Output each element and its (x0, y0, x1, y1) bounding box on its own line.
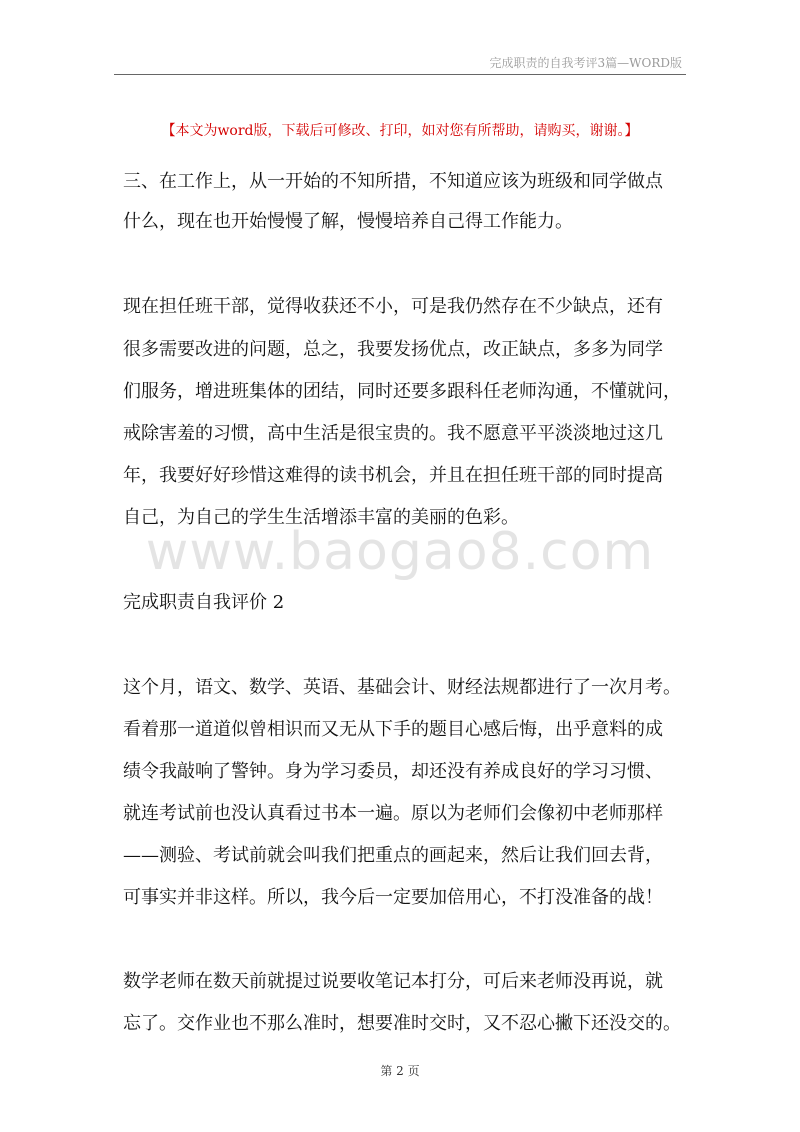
paragraph-line: 这个月，语文、数学、英语、基础会计、财经法规都进行了一次月考。 (123, 677, 681, 698)
paragraph-line: 自己，为自己的学生生活增添丰富的美丽的色彩。 (123, 507, 519, 528)
paragraph-line: 戒除害羞的习惯，高中生活是很宝贵的。我不愿意平平淡淡地过这几 (123, 423, 663, 444)
paragraph-line: 什么，现在也开始慢慢了解，慢慢培养自己得工作能力。 (123, 211, 573, 232)
purchase-notice: 【本文为word版，下载后可修改、打印，如对您有所帮助，请购买，谢谢。】 (161, 123, 639, 139)
running-header: 完成职责的自我考评3篇—WORD版 (489, 56, 682, 70)
paragraph-line: 看着那一道道似曾相识而又无从下手的题目心感后悔，出乎意料的成 (123, 719, 663, 740)
paragraph-line: 三、在工作上，从一开始的不知所措，不知道应该为班级和同学做点 (123, 171, 663, 192)
watermark-text: www.baogao8.com (145, 522, 655, 582)
paragraph-line: 可事实并非这样。所以，我今后一定要加倍用心，不打没准备的战！ (123, 887, 663, 908)
paragraph-line: 很多需要改进的问题，总之，我要发扬优点，改正缺点，多多为同学 (123, 339, 663, 360)
paragraph-line: 年，我要好好珍惜这难得的读书机会，并且在担任班干部的同时提高 (123, 465, 663, 486)
paragraph-line: 就连考试前也没认真看过书本一遍。原以为老师们会像初中老师那样 (123, 803, 663, 824)
paragraph-line: 绩令我敲响了警钟。身为学习委员，却还没有养成良好的学习习惯、 (123, 761, 663, 782)
paragraph-line: 现在担任班干部，觉得收获还不小，可是我仍然存在不少缺点，还有 (123, 296, 663, 317)
header-rule (114, 74, 686, 75)
paragraph-line: ——测验、考试前就会叫我们把重点的画起来，然后让我们回去背， (123, 845, 663, 866)
section-heading: 完成职责自我评价 2 (123, 592, 285, 613)
paragraph-line: 数学老师在数天前就提过说要收笔记本打分，可后来老师没再说，就 (123, 971, 663, 992)
paragraph-line: 们服务，增进班集体的团结，同时还要多跟科任老师沟通，不懂就问， (123, 381, 681, 402)
page-number: 第 2 页 (380, 1064, 420, 1078)
paragraph-line: 忘了。交作业也不那么准时，想要准时交时，又不忍心撇下还没交的。 (123, 1013, 681, 1034)
